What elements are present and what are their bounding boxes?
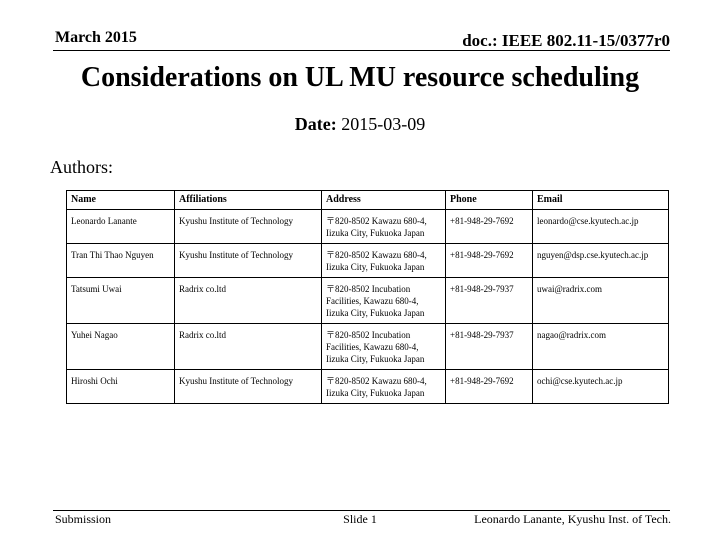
author-address: 〒820-8502 Kawazu 680-4, Iizuka City, Fukuoka Japan: [322, 370, 446, 404]
author-affiliation: Kyushu Institute of Technology: [175, 244, 322, 278]
author-phone: +81-948-29-7692: [446, 210, 533, 244]
column-header-affiliations: Affiliations: [175, 191, 322, 210]
footer-divider: [53, 510, 670, 511]
author-name: Hiroshi Ochi: [67, 370, 175, 404]
author-email: nguyen@dsp.cse.kyutech.ac.jp: [533, 244, 669, 278]
author-affiliation: Kyushu Institute of Technology: [175, 370, 322, 404]
author-address: 〒820-8502 Kawazu 680-4, Iizuka City, Fukuoka Japan: [322, 244, 446, 278]
table-row: [67, 324, 669, 370]
table-row: [67, 278, 669, 324]
slide-title: Considerations on UL MU resource scheduling: [80, 62, 640, 93]
footer-submission: Submission: [55, 512, 112, 526]
author-phone: +81-948-29-7937: [446, 324, 533, 370]
author-affiliation: Radrix co.ltd: [175, 278, 322, 324]
author-email: ochi@cse.kyutech.ac.jp: [533, 370, 669, 404]
author-name: Tatsumi Uwai: [67, 278, 175, 324]
column-header-phone: Phone: [446, 191, 533, 210]
column-header-address: Address: [322, 191, 446, 210]
author-name: Tran Thi Thao Nguyen: [67, 244, 175, 278]
column-header-name: Name: [67, 191, 175, 210]
date-label: Date:: [294, 114, 337, 134]
author-email: uwai@radrix.com: [533, 278, 669, 324]
table-header-row: [67, 191, 669, 210]
header-date: March 2015: [55, 29, 137, 46]
header-doc-id: doc.: IEEE 802.11-15/0377r0: [462, 31, 670, 50]
author-address: 〒820-8502 Incubation Facilities, Kawazu 680-4, Iizuka City, Fukuoka Japan: [322, 324, 446, 370]
author-name: Leonardo Lanante: [67, 210, 175, 244]
author-address: 〒820-8502 Kawazu 680-4, Iizuka City, Fukuoka Japan: [322, 210, 446, 244]
author-email: leonardo@cse.kyutech.ac.jp: [533, 210, 669, 244]
author-phone: +81-948-29-7692: [446, 370, 533, 404]
authors-label: Authors:: [50, 157, 113, 177]
table-row: [67, 244, 669, 278]
column-header-email: Email: [533, 191, 669, 210]
date-line: [0, 114, 720, 135]
author-phone: +81-948-29-7937: [446, 278, 533, 324]
header-divider: [53, 50, 670, 51]
author-address: 〒820-8502 Incubation Facilities, Kawazu 680-4, Iizuka City, Fukuoka Japan: [322, 278, 446, 324]
footer-author: Leonardo Lanante, Kyushu Inst. of Tech.: [474, 512, 671, 526]
footer-slide-number: Slide 1: [343, 512, 377, 526]
author-name: Yuhei Nagao: [67, 324, 175, 370]
table-row: [67, 210, 669, 244]
author-affiliation: Radrix co.ltd: [175, 324, 322, 370]
table-row: [67, 370, 669, 404]
author-email: nagao@radrix.com: [533, 324, 669, 370]
author-phone: +81-948-29-7692: [446, 244, 533, 278]
authors-table: [66, 190, 669, 404]
date-value: 2015-03-09: [341, 114, 426, 134]
author-affiliation: Kyushu Institute of Technology: [175, 210, 322, 244]
